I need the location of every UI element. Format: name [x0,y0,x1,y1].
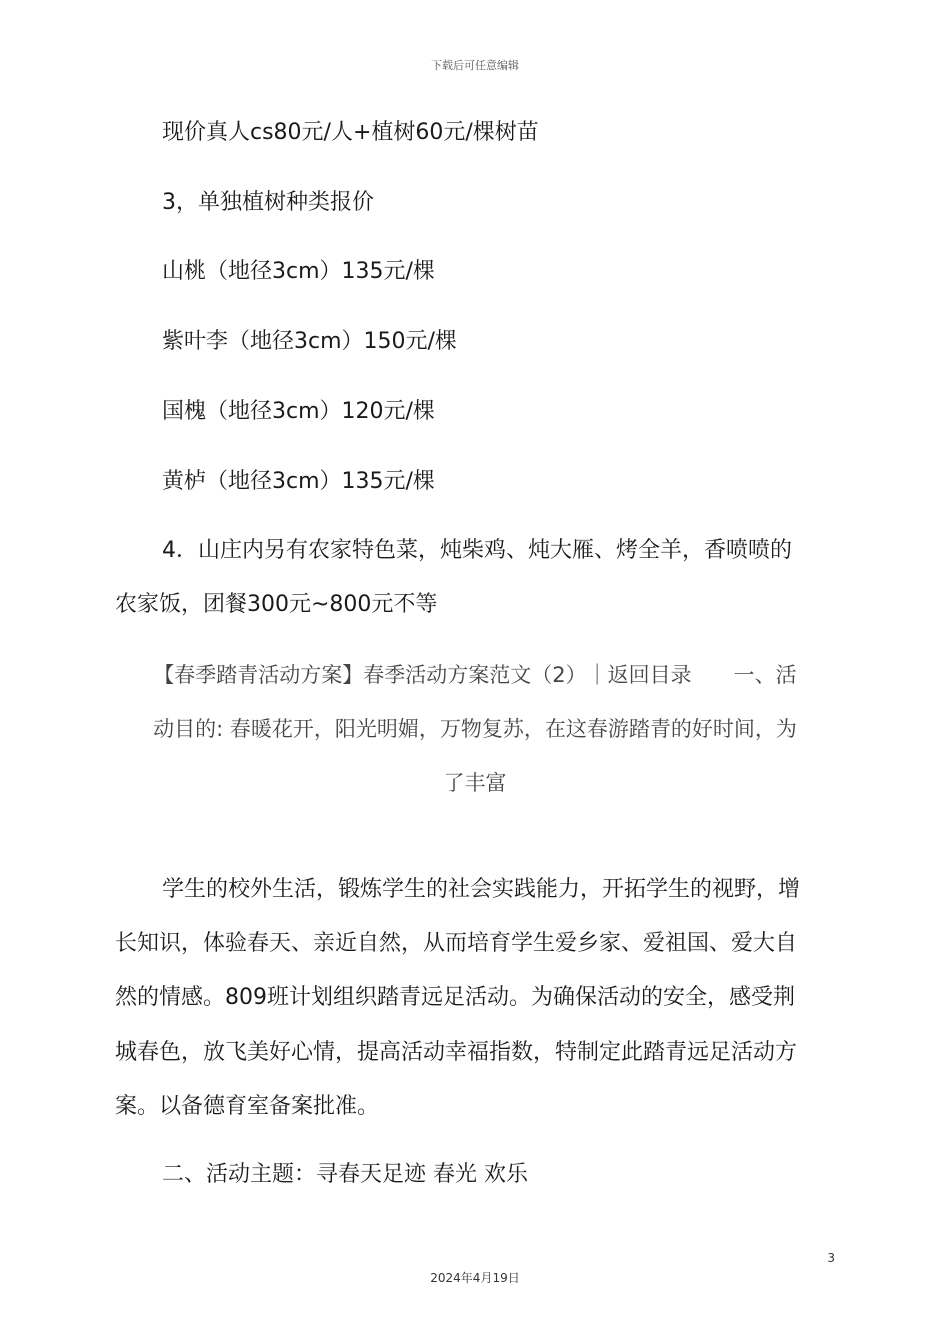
body-line-1: 学生的校外生活，锻炼学生的社会实践能力，开拓学生的视野，增 [162,877,801,902]
toc-link-line-2: 动目的: 春暖花开，阳光明媚，万物复苏，在这春游踏青的好时间，为 [153,717,797,741]
tree-item-shantao: 山桃（地径3cm）135元/棵 [162,259,435,284]
body-line-3: 然的情感。809班计划组织踏青远足活动。为确保活动的安全，感受荆 [115,985,795,1010]
toc-link-line-1[interactable]: 【春季踏青活动方案】春季活动方案范文（2）｜返回目录 一、活 [153,663,797,687]
toc-link-line-3: 了丰富 [443,771,507,795]
tree-item-ziyeli: 紫叶李（地径3cm）150元/棵 [162,329,457,354]
farm-food-line-2: 农家饭，团餐300元~800元不等 [115,592,438,617]
page-number: 3 [827,1251,835,1265]
price-line: 现价真人cs80元/人+植树60元/棵树苗 [162,120,539,145]
body-line-2: 长知识，体验春天、亲近自然，从而培育学生爱乡家、爱祖国、爱大自 [115,931,798,956]
farm-food-line: 4．山庄内另有农家特色菜，炖柴鸡、炖大雁、烤全羊，香喷喷的 [162,538,792,563]
page-header: 下载后可任意编辑 [431,59,519,72]
tree-item-huanglu: 黄栌（地径3cm）135元/棵 [162,469,435,494]
section-heading: 二、活动主题：寻春天足迹 春光 欢乐 [162,1162,528,1187]
tree-item-guohuai: 国槐（地径3cm）120元/棵 [162,399,435,424]
toc-link-paragraph[interactable] [115,648,835,810]
footer-date: 2024年4月19日 [430,1271,520,1285]
tree-price-heading: 3，单独植树种类报价 [162,190,374,215]
body-line-5: 案。以备德育室备案批准。 [115,1094,380,1119]
body-line-4: 城春色，放飞美好心情，提高活动幸福指数，特制定此踏青远足活动方 [115,1040,798,1065]
